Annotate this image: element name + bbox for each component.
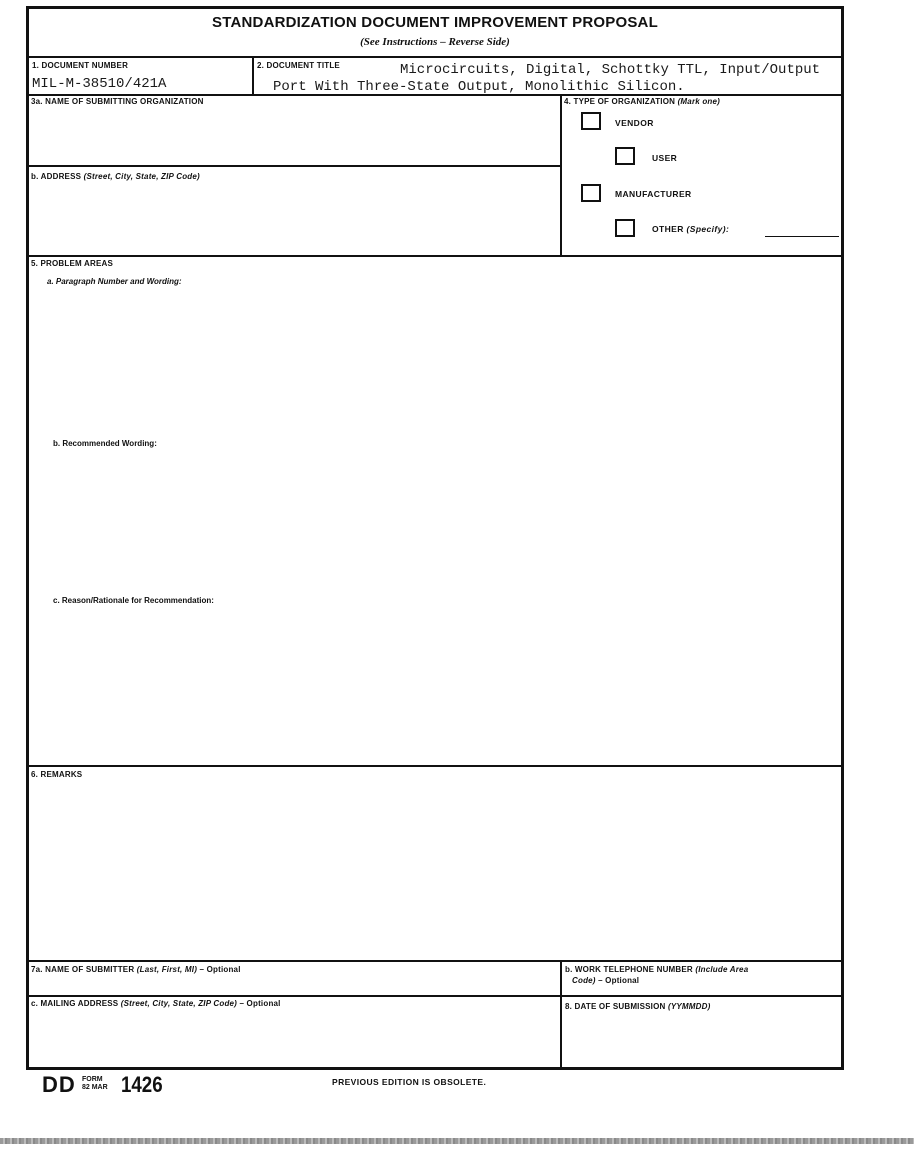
paragraph-wording-label: a. Paragraph Number and Wording:	[47, 277, 182, 286]
footer-previous-edition: PREVIOUS EDITION IS OBSOLETE.	[332, 1077, 487, 1087]
divider-mailing	[28, 995, 842, 997]
address-field[interactable]	[30, 183, 558, 253]
mailing-label: c. MAILING ADDRESS (Street, City, State, ZIP Code) – Optional	[31, 999, 281, 1008]
recommended-wording-label: b. Recommended Wording:	[53, 439, 157, 448]
paragraph-wording-field[interactable]	[40, 290, 840, 430]
divider-orgtype	[560, 94, 562, 256]
divider-header	[28, 56, 842, 58]
date-label: 8. DATE OF SUBMISSION (YYMMDD)	[565, 1002, 711, 1011]
remarks-field[interactable]	[30, 782, 840, 957]
phone-label: b. WORK TELEPHONE NUMBER (Include Area	[565, 965, 749, 974]
manufacturer-checkbox[interactable]	[581, 184, 601, 202]
footer-form-number: 1426	[121, 1072, 163, 1097]
divider-docnum	[252, 56, 254, 94]
divider-submitter	[28, 960, 842, 962]
footer-dd: DD	[42, 1072, 76, 1097]
phone-label-cont: Code) – Optional	[572, 976, 640, 985]
doc-title-line1[interactable]: Microcircuits, Digital, Schottky TTL, Input/Output	[400, 62, 821, 78]
org-name-label: 3a. NAME OF SUBMITTING ORGANIZATION	[31, 97, 204, 106]
vendor-checkbox[interactable]	[581, 112, 601, 130]
form-title: STANDARDIZATION DOCUMENT IMPROVEMENT PROPOSAL	[212, 14, 658, 31]
other-label: OTHER (Specify):	[652, 224, 730, 234]
doc-title-label: 2. DOCUMENT TITLE	[257, 61, 340, 70]
rationale-field[interactable]	[40, 610, 840, 760]
mailing-field[interactable]	[30, 1010, 558, 1066]
recommended-wording-field[interactable]	[40, 452, 840, 592]
org-type-label: 4. TYPE OF ORGANIZATION (Mark one)	[564, 97, 721, 106]
remarks-label: 6. REMARKS	[31, 770, 83, 779]
submitter-field[interactable]	[30, 976, 558, 993]
manufacturer-label: MANUFACTURER	[615, 189, 692, 199]
doc-title-line2[interactable]: Port With Three-State Output, Monolithic Silicon.	[273, 79, 685, 95]
problem-areas-label: 5. PROBLEM AREAS	[31, 259, 114, 268]
divider-problems	[28, 255, 842, 257]
org-name-field[interactable]	[30, 108, 558, 163]
scan-edge	[0, 1138, 914, 1144]
rationale-label: c. Reason/Rationale for Recommendation:	[53, 596, 214, 605]
vendor-label: VENDOR	[615, 118, 654, 128]
doc-number-label: 1. DOCUMENT NUMBER	[32, 61, 129, 70]
divider-address	[28, 165, 560, 167]
user-label: USER	[652, 153, 678, 163]
footer-form: FORM 82 MAR	[82, 1076, 108, 1091]
other-checkbox[interactable]	[615, 219, 635, 237]
divider-remarks	[28, 765, 842, 767]
date-field[interactable]	[562, 1014, 840, 1066]
other-specify-line[interactable]	[765, 236, 839, 237]
doc-number-value[interactable]: MIL-M-38510/421A	[32, 76, 167, 92]
form-subtitle: (See Instructions – Reverse Side)	[360, 36, 510, 48]
user-checkbox[interactable]	[615, 147, 635, 165]
submitter-label: 7a. NAME OF SUBMITTER (Last, First, MI) – Optional	[31, 965, 241, 974]
address-label: b. ADDRESS (Street, City, State, ZIP Code)	[31, 172, 200, 181]
